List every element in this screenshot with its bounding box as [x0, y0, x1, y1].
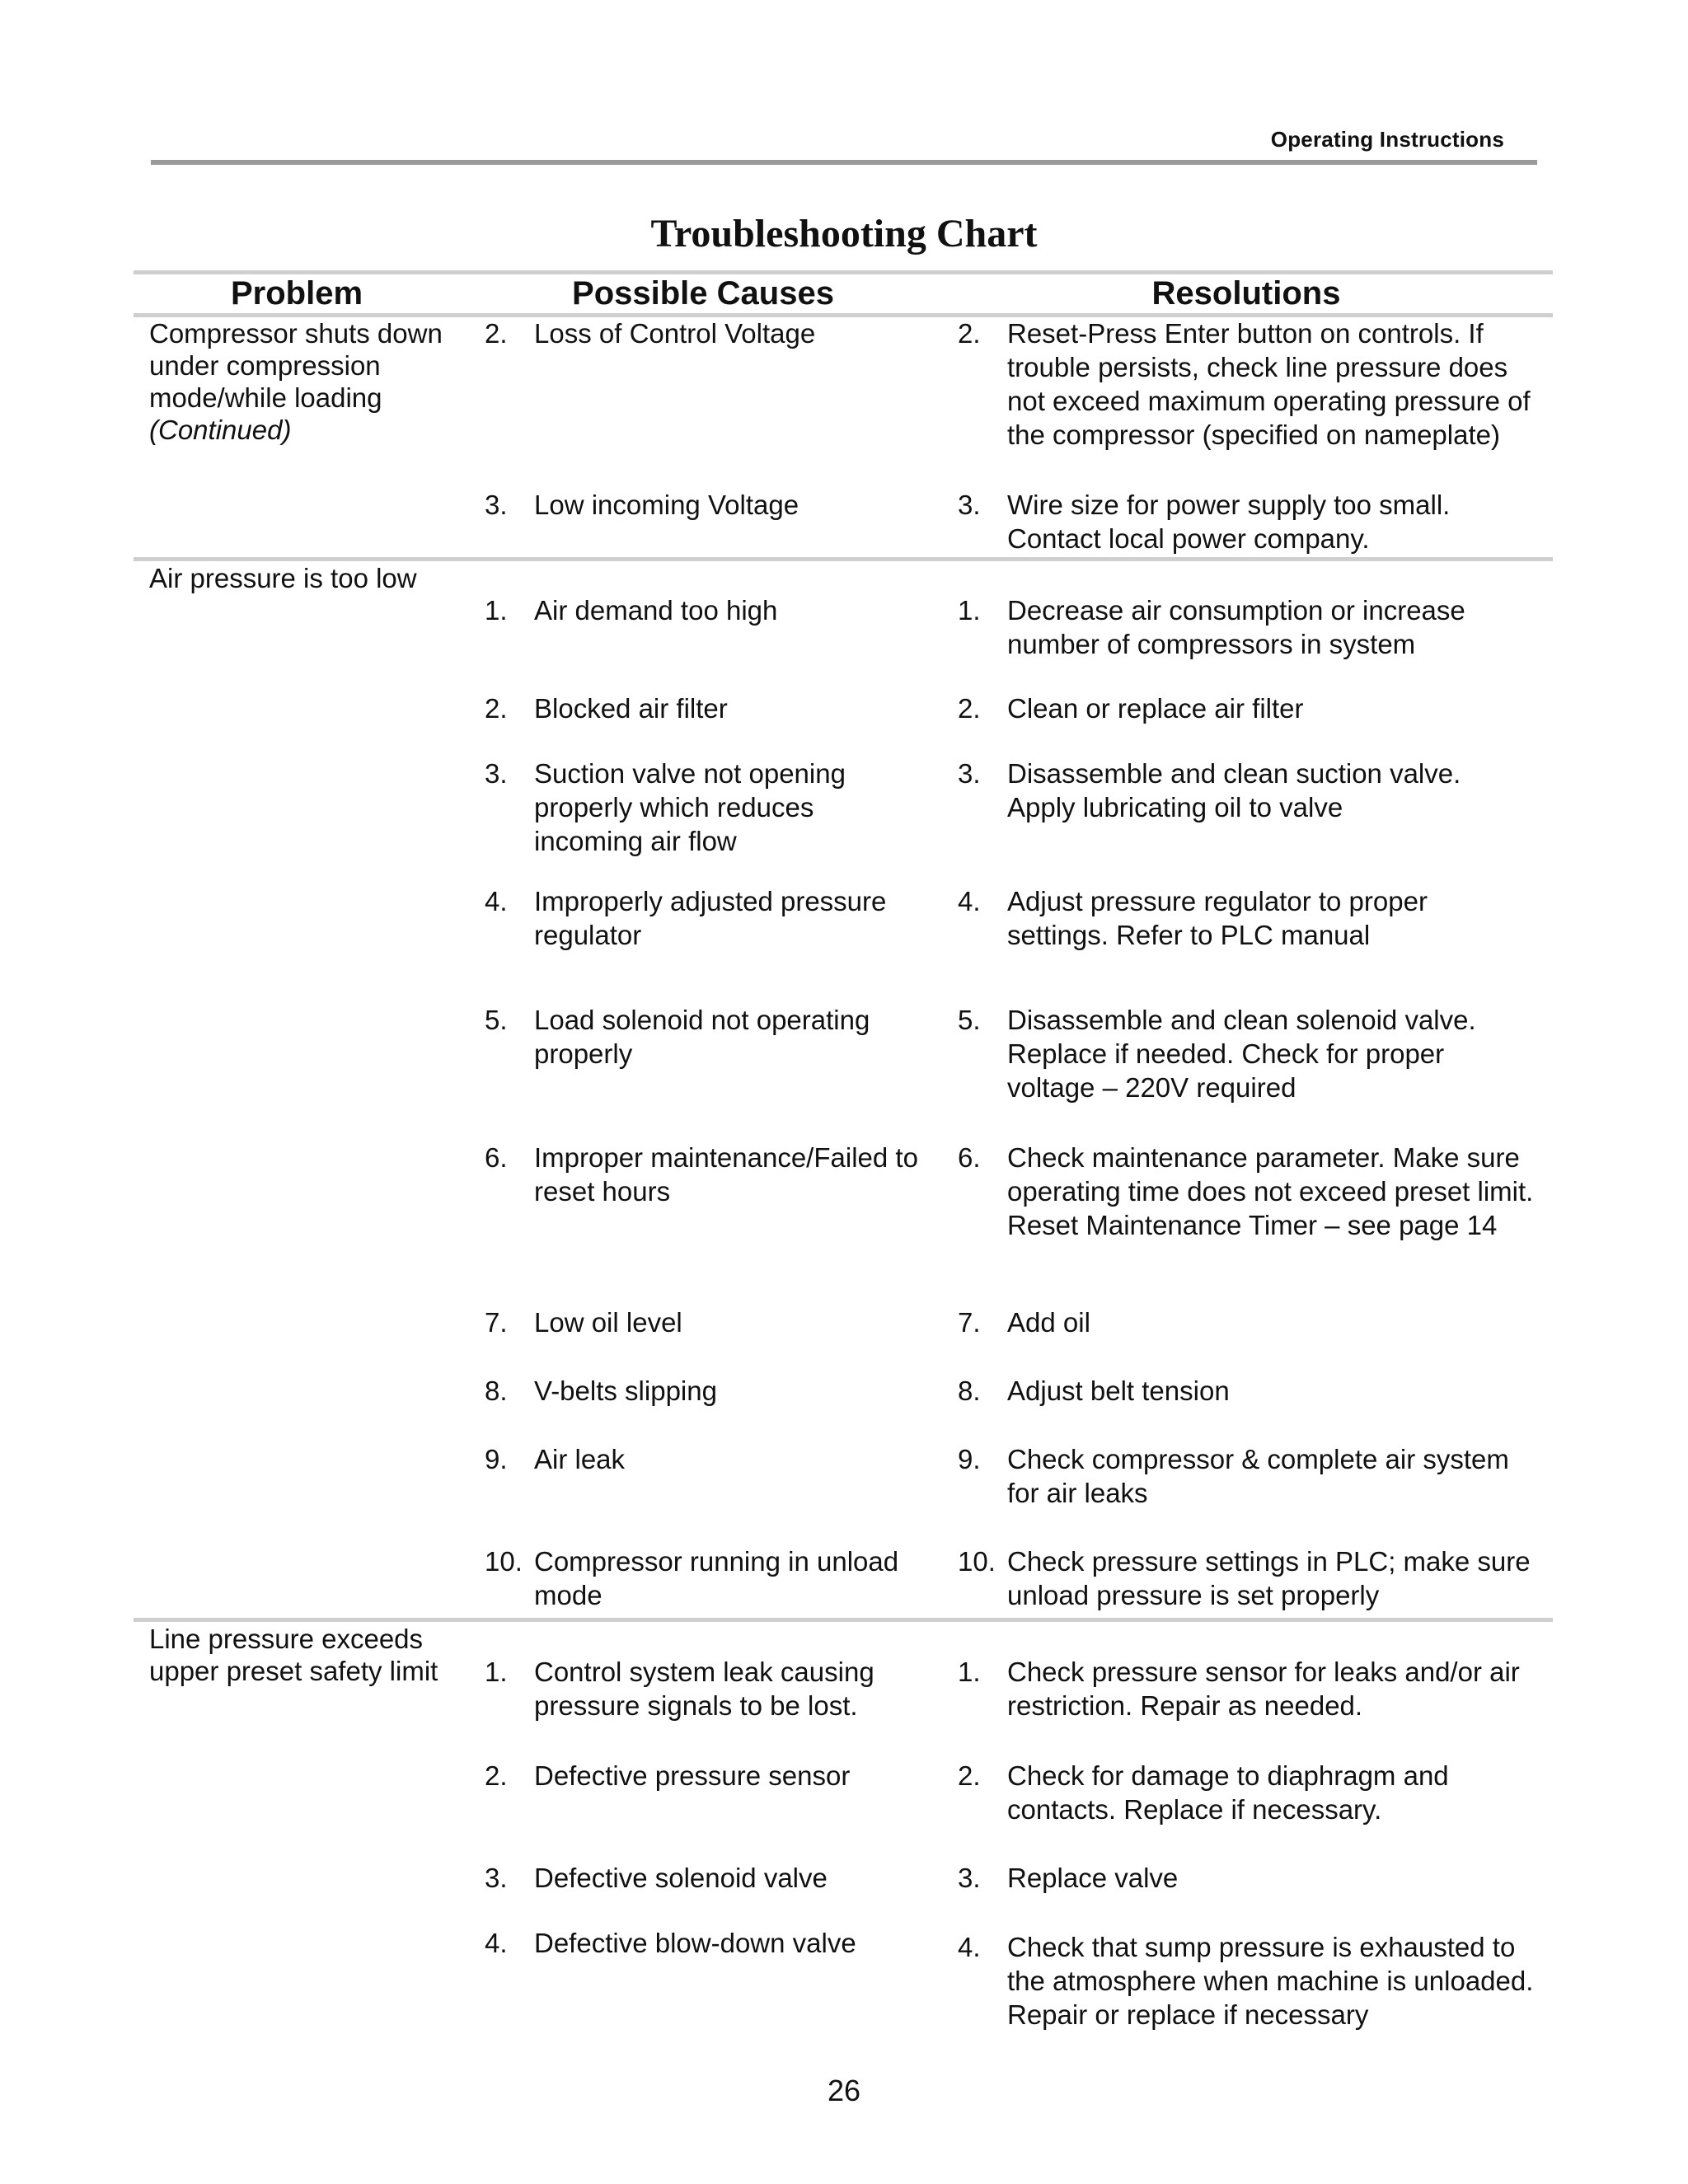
- problem-cell: [149, 1623, 462, 1687]
- resolution-text: Decrease air consumption or increase number of compressors in system: [1007, 595, 1465, 659]
- column-header-causes: Possible Causes: [572, 275, 834, 312]
- table-top-rule: [134, 270, 1553, 274]
- cause-number: 7.: [485, 1307, 508, 1338]
- cause-text: Control system leak causing pressure signals to be lost.: [534, 1657, 874, 1721]
- cause-text: Low incoming Voltage: [534, 490, 799, 520]
- resolution-number: 3.: [958, 490, 981, 520]
- section-header: Operating Instructions: [1270, 127, 1504, 152]
- cause-text: Air leak: [534, 1444, 626, 1474]
- cause-text: Improperly adjusted pressure regulator: [534, 886, 887, 950]
- problem-note: (Continued): [149, 415, 292, 445]
- problem-text: Air pressure is too low: [149, 563, 417, 593]
- cause-number: 2.: [485, 693, 508, 724]
- cause-text: Defective blow-down valve: [534, 1928, 856, 1958]
- resolution-number: 4.: [958, 1932, 981, 1962]
- problem-text: Compressor shuts down under compression mode/while loading: [149, 318, 443, 413]
- cause-text: Load solenoid not operating properly: [534, 1005, 870, 1069]
- cause-text: Defective solenoid valve: [534, 1863, 828, 1893]
- page-number: 26: [827, 2074, 861, 2107]
- resolution-number: 2.: [958, 1760, 981, 1791]
- resolution-text: Replace valve: [1007, 1863, 1179, 1893]
- section-divider: [134, 557, 1553, 561]
- resolution-text: Disassemble and clean solenoid valve. Replace if needed. Check for proper voltage – 220V required: [1007, 1005, 1476, 1103]
- cause-number: 8.: [485, 1376, 508, 1406]
- resolution-text: Adjust belt tension: [1007, 1376, 1230, 1406]
- resolution-number: 4.: [958, 886, 981, 916]
- resolution-text: Adjust pressure regulator to proper settings. Refer to PLC manual: [1007, 886, 1428, 950]
- cause-text: V-belts slipping: [534, 1376, 717, 1406]
- cause-text: Suction valve not opening properly which reduces incoming air flow: [534, 758, 846, 856]
- resolution-number: 6.: [958, 1142, 981, 1173]
- resolution-number: 8.: [958, 1376, 981, 1406]
- column-header-problem: Problem: [230, 275, 363, 312]
- cause-number: 3.: [485, 490, 508, 520]
- resolution-text: Check that sump pressure is exhausted to the atmosphere when machine is unloaded. Repair or replace if necessary: [1007, 1932, 1534, 2030]
- cause-text: Air demand too high: [534, 595, 778, 626]
- resolution-text: Disassemble and clean suction valve. Apply lubricating oil to valve: [1007, 758, 1461, 823]
- page-title: Troubleshooting Chart: [650, 212, 1038, 255]
- section-divider: [134, 1618, 1553, 1622]
- cause-number: 4.: [485, 1928, 508, 1958]
- resolution-text: Check pressure sensor for leaks and/or air restriction. Repair as needed.: [1007, 1657, 1520, 1721]
- resolution-text: Check for damage to diaphragm and contacts. Replace if necessary.: [1007, 1760, 1449, 1825]
- resolution-number: 5.: [958, 1005, 981, 1035]
- cause-number: 2.: [485, 318, 508, 349]
- resolution-number: 3.: [958, 758, 981, 789]
- cause-number: 3.: [485, 1863, 508, 1893]
- resolution-text: Check maintenance parameter. Make sure operating time does not exceed preset limit. Reset Maintenance Timer – see page 14: [1007, 1142, 1534, 1240]
- problem-text: Line pressure exceeds upper preset safety limit: [149, 1624, 438, 1686]
- cause-text: Defective pressure sensor: [534, 1760, 851, 1791]
- resolution-number: 1.: [958, 595, 981, 626]
- resolution-number: 1.: [958, 1657, 981, 1687]
- cause-number: 6.: [485, 1142, 508, 1173]
- cause-text: Compressor running in unload mode: [534, 1546, 899, 1610]
- cause-text: Low oil level: [534, 1307, 682, 1338]
- resolution-text: Add oil: [1007, 1307, 1090, 1338]
- resolution-text: Check pressure settings in PLC; make sure unload pressure is set properly: [1007, 1546, 1531, 1610]
- resolution-text: Clean or replace air filter: [1007, 693, 1304, 724]
- cause-text: Blocked air filter: [534, 693, 728, 724]
- cause-number: 2.: [485, 1760, 508, 1791]
- resolution-number: 9.: [958, 1444, 981, 1474]
- resolution-number: 3.: [958, 1863, 981, 1893]
- cause-text: Loss of Control Voltage: [534, 318, 816, 349]
- resolution-number: 7.: [958, 1307, 981, 1338]
- resolution-text: Wire size for power supply too small. Contact local power company.: [1007, 490, 1451, 554]
- problem-cell: [149, 317, 462, 446]
- problem-cell: [149, 562, 462, 594]
- resolution-number: 2.: [958, 693, 981, 724]
- resolution-text: Reset-Press Enter button on controls. If trouble persists, check line pressure does not exceed maximum operating pressure of the compressor (specified on nameplate): [1007, 318, 1531, 450]
- cause-text: Improper maintenance/Failed to reset hours: [534, 1142, 918, 1207]
- cause-number: 4.: [485, 886, 508, 916]
- resolution-number: 10.: [958, 1546, 996, 1577]
- cause-number: 5.: [485, 1005, 508, 1035]
- header-divider: [151, 160, 1537, 165]
- cause-number: 3.: [485, 758, 508, 789]
- cause-number: 1.: [485, 595, 508, 626]
- cause-number: 10.: [485, 1546, 523, 1577]
- column-header-resolutions: Resolutions: [1151, 275, 1341, 312]
- resolution-text: Check compressor & complete air system for air leaks: [1007, 1444, 1509, 1508]
- resolution-number: 2.: [958, 318, 981, 349]
- cause-number: 1.: [485, 1657, 508, 1687]
- cause-number: 9.: [485, 1444, 508, 1474]
